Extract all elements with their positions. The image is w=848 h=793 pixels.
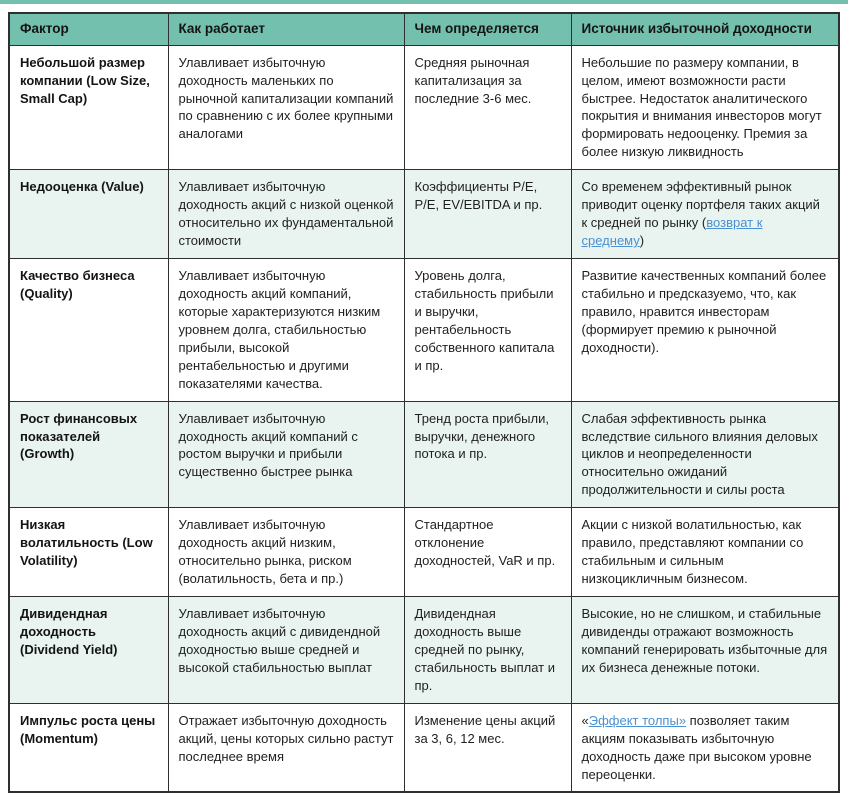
top-teal-strip xyxy=(0,0,848,4)
factor-cell: Качество бизнеса (Quality) xyxy=(9,259,168,402)
how-cell: Отражает избыточную доходность акций, цены которых сильно растут последнее время xyxy=(168,703,404,792)
factor-cell: Низкая волатильность (Low Volatility) xyxy=(9,508,168,597)
source-cell xyxy=(571,45,839,170)
header-how-it-works: Как работает xyxy=(168,13,404,45)
table-row xyxy=(9,703,839,792)
source-text: Со временем эффективный рынок приводит оценку портфеля таких акций к средней по рынку ( xyxy=(581,179,820,231)
source-link[interactable]: возврат к среднему xyxy=(581,215,763,249)
factors-table xyxy=(8,12,840,793)
how-cell: Улавливает избыточную доходность акций с дивидендной доходностью выше средней и высокой стабильностью выплат xyxy=(168,597,404,704)
table-row xyxy=(9,597,839,704)
determined-cell: Дивидендная доходность выше средней по рынку, стабильность выплат и пр. xyxy=(404,597,571,704)
determined-cell: Уровень долга, стабильность прибыли и выручки, рентабельность собственного капитала и пр. xyxy=(404,259,571,402)
factor-cell: Рост финансовых показателей (Growth) xyxy=(9,401,168,508)
how-cell: Улавливает избыточную доходность маленьких по рыночной капитализации компаний по сравнению с их более крупными аналогами xyxy=(168,45,404,170)
determined-cell: Коэффициенты P/E, P/E, EV/EBITDA и пр. xyxy=(404,170,571,259)
source-text: Акции с низкой волатильностью, как правило, представляют компании со стабильным и сильным низкоцикличным бизнесом. xyxy=(581,517,804,587)
source-cell xyxy=(571,597,839,704)
how-cell: Улавливает избыточную доходность акций низким, относительно рынка, риском (волатильность, бета и пр.) xyxy=(168,508,404,597)
source-cell xyxy=(571,259,839,402)
factor-cell: Недооценка (Value) xyxy=(9,170,168,259)
source-cell xyxy=(571,401,839,508)
source-text-suffix: ) xyxy=(639,233,645,249)
table-row xyxy=(9,170,839,259)
source-cell xyxy=(571,703,839,792)
source-text: Высокие, но не слишком, и стабильные дивиденды отражают возможность компаний генерировать избыточные для их бизнеса денежные потоки. xyxy=(581,606,828,675)
header-row xyxy=(9,13,839,45)
source-cell xyxy=(571,170,839,259)
table-row xyxy=(9,259,839,402)
determined-cell: Изменение цены акций за 3, 6, 12 мес. xyxy=(404,703,571,792)
determined-cell: Средняя рыночная капитализация за последние 3-6 мес. xyxy=(404,45,571,170)
source-text: Развитие качественных компаний более стабильно и предсказуемо, что, как правило, нравится инвесторам (формирует премию к рыночной доходности). xyxy=(581,268,827,355)
determined-cell: Стандартное отклонение доходностей, VaR и пр. xyxy=(404,508,571,597)
header-factor: Фактор xyxy=(9,13,168,45)
how-cell: Улавливает избыточную доходность акций компаний с ростом выручки и прибыли существенно быстрее рынка xyxy=(168,401,404,508)
factor-cell: Импульс роста цены (Momentum) xyxy=(9,703,168,792)
factor-cell: Небольшой размер компании (Low Size, Small Cap) xyxy=(9,45,168,170)
source-text: « xyxy=(581,712,589,728)
header-excess-return-source: Источник избыточной доходности xyxy=(571,13,839,45)
factor-cell: Дивидендная доходность (Dividend Yield) xyxy=(9,597,168,704)
source-text: Небольшие по размеру компании, в целом, имеют возможности расти быстрее. Недостаток аналитического покрытия и внимания инвесторов могут формировать недооценку. Премия за более низкую ликвидность xyxy=(581,54,822,160)
determined-cell: Тренд роста прибыли, выручки, денежного потока и пр. xyxy=(404,401,571,508)
source-text-suffix: позволяет таким акциям показывать избыточную доходность даже при высоком уровне переоценки. xyxy=(581,712,812,782)
how-cell: Улавливает избыточную доходность акций с низкой оценкой относительно их фундаментальной стоимости xyxy=(168,170,404,259)
source-cell xyxy=(571,508,839,597)
source-link[interactable]: Эффект толпы» xyxy=(588,712,687,728)
table-row xyxy=(9,508,839,597)
table-row xyxy=(9,401,839,508)
source-text: Слабая эффективность рынка вследствие сильного влияния деловых циклов и неопределенности относительно ожиданий продолжительности и силы роста xyxy=(581,410,818,498)
how-cell: Улавливает избыточную доходность акций компаний, которые характеризуются низким уровнем долга, стабильностью прибыли, высокой рентабельностью и другими показателями качества. xyxy=(168,259,404,402)
header-determined-by: Чем определяется xyxy=(404,13,571,45)
table-row xyxy=(9,45,839,170)
